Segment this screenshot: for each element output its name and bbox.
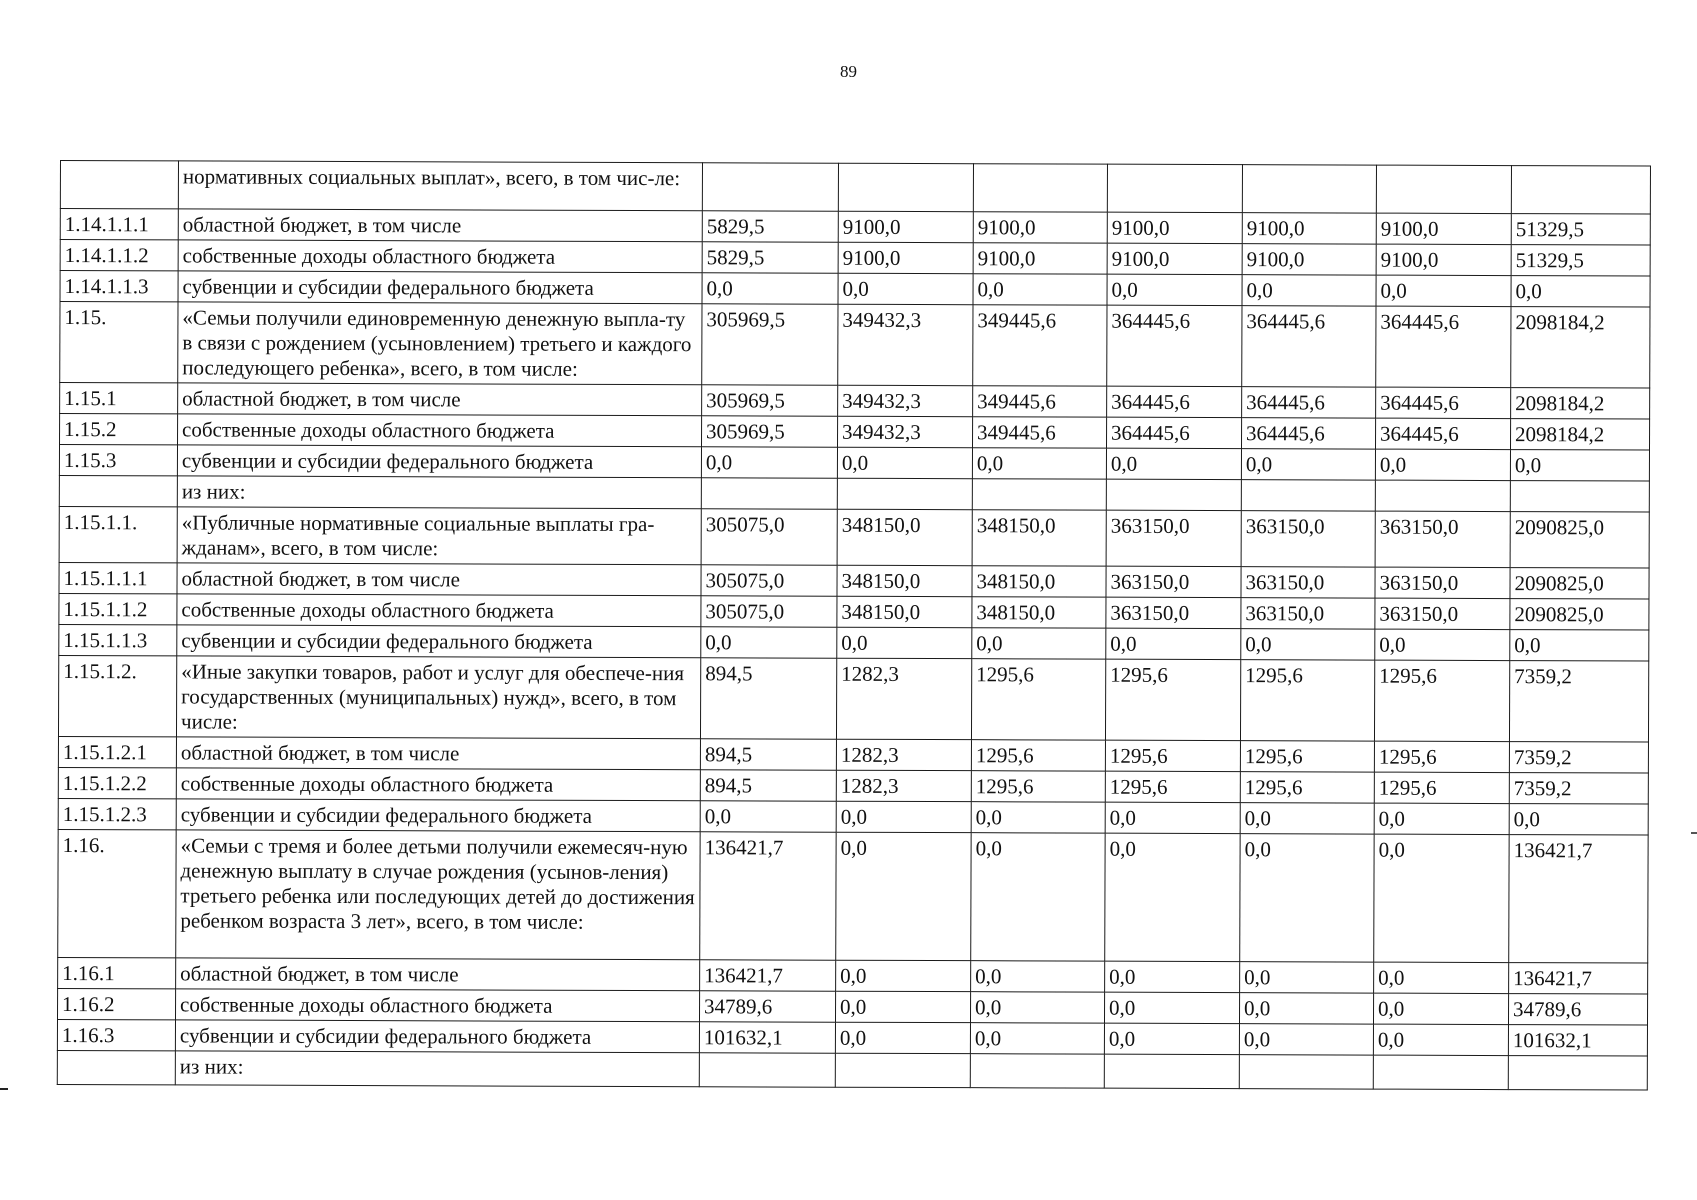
row-value: 1295,6	[1374, 772, 1509, 803]
row-value: 0,0	[1239, 1024, 1373, 1055]
row-value: 9100,0	[1107, 243, 1242, 274]
row-value: 0,0	[973, 274, 1107, 305]
row-value: 0,0	[971, 802, 1105, 833]
row-code: 1.16.1	[58, 957, 176, 988]
row-value	[1508, 1056, 1647, 1090]
row-value: 894,5	[700, 739, 836, 770]
row-code	[60, 161, 178, 209]
row-value: 0,0	[1375, 449, 1510, 480]
scan-edge-mark-right	[1691, 832, 1697, 834]
row-description: собственные доходы областного бюджета	[178, 414, 702, 447]
row-code: 1.16.3	[57, 1019, 175, 1050]
row-value: 305969,5	[702, 304, 838, 385]
row-value: 363150,0	[1375, 567, 1510, 598]
row-value: 5829,5	[702, 211, 838, 242]
row-value: 348150,0	[972, 597, 1106, 628]
row-value	[1375, 480, 1510, 511]
table-row	[57, 1050, 1647, 1090]
row-value: 0,0	[837, 627, 972, 658]
row-value: 363150,0	[1106, 566, 1241, 597]
row-value: 101632,1	[699, 1022, 835, 1053]
row-value: 7359,2	[1509, 661, 1648, 742]
row-value: 2098184,2	[1511, 307, 1650, 388]
row-value: 0,0	[1509, 804, 1648, 835]
row-value: 9100,0	[838, 211, 973, 242]
row-value: 1295,6	[1240, 741, 1374, 772]
row-code: 1.16.2	[57, 988, 175, 1019]
row-value	[1242, 165, 1376, 213]
row-description: из них:	[177, 476, 701, 509]
row-value: 51329,5	[1511, 214, 1650, 245]
row-value: 9100,0	[1242, 213, 1376, 244]
row-value: 1282,3	[836, 658, 971, 739]
row-value: 364445,6	[1107, 417, 1242, 448]
row-value: 9100,0	[838, 242, 973, 273]
row-code: 1.15.	[60, 302, 178, 383]
row-value: 34789,6	[1508, 994, 1647, 1025]
row-value: 0,0	[971, 961, 1105, 992]
row-value: 0,0	[1240, 803, 1374, 834]
row-value: 348150,0	[972, 566, 1106, 597]
row-value: 9100,0	[1376, 244, 1511, 275]
row-value: 0,0	[1241, 629, 1375, 660]
row-value: 349432,3	[838, 416, 973, 447]
row-value: 363150,0	[1106, 510, 1241, 566]
row-value: 51329,5	[1511, 245, 1650, 276]
row-code: 1.15.1.1.3	[59, 624, 177, 655]
row-value: 0,0	[972, 448, 1106, 479]
row-code: 1.14.1.1.3	[60, 271, 178, 302]
row-value	[1511, 166, 1650, 214]
row-value: 0,0	[1376, 275, 1511, 306]
row-value: 0,0	[1374, 803, 1509, 834]
row-value: 0,0	[837, 447, 972, 478]
page-number: 89	[840, 62, 857, 81]
row-value	[1107, 164, 1242, 212]
row-value: 348150,0	[837, 509, 972, 565]
row-value: 349445,6	[973, 305, 1107, 386]
scan-edge-mark	[0, 1088, 8, 1090]
row-code: 1.15.1	[60, 383, 178, 414]
row-value: 0,0	[1106, 628, 1241, 659]
row-code: 1.15.1.2.2	[58, 767, 176, 798]
row-value: 1295,6	[1105, 771, 1240, 802]
row-description: субвенции и субсидии федерального бюджета	[177, 445, 701, 478]
row-value: 348150,0	[837, 596, 972, 627]
row-value: 0,0	[1240, 834, 1374, 962]
row-code	[59, 475, 177, 506]
row-value	[1106, 479, 1241, 510]
row-value: 0,0	[1106, 448, 1241, 479]
row-code: 1.15.1.2.	[58, 655, 176, 736]
row-value: 364445,6	[1376, 306, 1511, 387]
row-value: 2090825,0	[1510, 512, 1649, 568]
row-code: 1.15.1.1.	[59, 506, 177, 562]
row-value: 0,0	[1373, 1024, 1508, 1055]
row-value: 0,0	[1374, 834, 1509, 962]
budget-table	[57, 160, 1651, 1091]
row-value: 136421,7	[1509, 963, 1648, 994]
row-value: 5829,5	[702, 242, 838, 273]
row-code: 1.15.1.1.1	[59, 562, 177, 593]
row-value: 894,5	[700, 658, 836, 739]
row-value: 0,0	[1510, 630, 1649, 661]
row-value: 0,0	[836, 960, 971, 991]
row-value: 364445,6	[1375, 418, 1510, 449]
row-value: 305075,0	[701, 596, 837, 627]
row-value: 0,0	[1242, 275, 1376, 306]
row-description: «Семьи получили единовременную денежную выпла-ту в связи с рождением (усыновлением) третьего и каждого последующего ребенка», всего, в том числе:	[178, 302, 702, 385]
row-value: 9100,0	[973, 243, 1107, 274]
row-description: из них:	[175, 1051, 699, 1087]
row-description: субвенции и субсидии федерального бюджета	[178, 271, 702, 304]
row-value	[970, 1054, 1104, 1088]
row-value	[1241, 480, 1375, 511]
row-value: 363150,0	[1241, 511, 1375, 567]
row-value	[1104, 1054, 1239, 1088]
row-value: 363150,0	[1241, 567, 1375, 598]
row-value: 9100,0	[1107, 212, 1242, 243]
row-description: субвенции и субсидии федерального бюджета	[176, 799, 700, 832]
row-value: 0,0	[1511, 276, 1650, 307]
row-value: 7359,2	[1509, 742, 1648, 773]
row-value: 0,0	[1375, 629, 1510, 660]
row-value: 0,0	[1105, 802, 1240, 833]
row-value: 305075,0	[701, 509, 837, 565]
row-value: 0,0	[970, 992, 1104, 1023]
table-row	[59, 506, 1649, 568]
row-value: 0,0	[1239, 993, 1373, 1024]
row-value	[1373, 1055, 1508, 1089]
row-description: областной бюджет, в том числе	[178, 383, 702, 416]
row-value: 348150,0	[972, 510, 1106, 566]
row-value: 349445,6	[973, 417, 1107, 448]
table-row	[60, 161, 1650, 215]
row-value: 0,0	[700, 801, 836, 832]
row-value: 363150,0	[1375, 511, 1510, 567]
row-value: 0,0	[835, 991, 970, 1022]
row-value: 0,0	[836, 832, 971, 960]
row-value: 1295,6	[1240, 660, 1374, 741]
row-value: 9100,0	[1242, 244, 1376, 275]
row-value: 0,0	[1104, 992, 1239, 1023]
row-description: «Публичные нормативные социальные выплаты гра-жданам», всего, в том числе:	[177, 507, 701, 565]
row-value: 349432,3	[838, 304, 973, 385]
row-value: 2090825,0	[1510, 568, 1649, 599]
row-value: 2090825,0	[1510, 599, 1649, 630]
row-code: 1.15.1.2.1	[58, 736, 176, 767]
row-description: собственные доходы областного бюджета	[177, 594, 701, 627]
row-value: 0,0	[1105, 833, 1240, 961]
row-value: 0,0	[1241, 449, 1375, 480]
row-description: областной бюджет, в том числе	[176, 737, 700, 770]
row-value	[972, 479, 1106, 510]
row-value	[702, 163, 838, 211]
row-value: 349445,6	[973, 386, 1107, 417]
row-value	[1510, 481, 1649, 512]
row-value: 0,0	[836, 801, 971, 832]
row-value: 0,0	[1373, 993, 1508, 1024]
row-description: областной бюджет, в том числе	[178, 209, 702, 242]
row-value	[699, 1053, 835, 1087]
row-value: 0,0	[838, 273, 973, 304]
row-value: 101632,1	[1508, 1025, 1647, 1056]
row-value: 1295,6	[1105, 740, 1240, 771]
row-value: 0,0	[971, 833, 1105, 961]
table-body	[57, 161, 1650, 1091]
table-row	[58, 655, 1648, 742]
row-value: 1295,6	[971, 659, 1105, 740]
row-value: 363150,0	[1375, 598, 1510, 629]
row-code: 1.15.2	[60, 414, 178, 445]
row-description: областной бюджет, в том числе	[176, 958, 700, 991]
row-value: 364445,6	[1241, 418, 1375, 449]
row-value: 1282,3	[836, 770, 971, 801]
row-value: 2098184,2	[1511, 388, 1650, 419]
row-value: 0,0	[1107, 274, 1242, 305]
row-value	[1239, 1055, 1373, 1089]
row-description: субвенции и субсидии федерального бюджета	[177, 625, 701, 658]
row-value: 364445,6	[1376, 387, 1511, 418]
row-value: 1295,6	[971, 771, 1105, 802]
row-description: «Иные закупки товаров, работ и услуг для обеспече-ния государственных (муниципальных) нужд», всего, в том числе:	[176, 656, 700, 739]
row-code: 1.16.	[58, 829, 176, 957]
row-value: 9100,0	[1376, 213, 1511, 244]
row-value: 2098184,2	[1510, 419, 1649, 450]
row-description: «Семьи с тремя и более детьми получили ежемесяч-ную денежную выплату в случае рождения (усынов-ления) третьего ребенка или последующих детей до достижения ребенком возраста 3 лет», всего, в том числе:	[176, 830, 700, 960]
row-code: 1.15.3	[59, 445, 177, 476]
row-value: 1295,6	[1240, 772, 1374, 803]
row-value: 364445,6	[1242, 387, 1376, 418]
row-value: 305969,5	[702, 416, 838, 447]
row-value: 0,0	[1510, 450, 1649, 481]
row-value: 9100,0	[973, 212, 1107, 243]
row-value	[973, 164, 1107, 212]
row-value: 1295,6	[1374, 660, 1509, 741]
row-value: 894,5	[700, 770, 836, 801]
row-value	[701, 478, 837, 509]
row-value: 0,0	[970, 1023, 1104, 1054]
row-value: 0,0	[835, 1022, 970, 1053]
row-value: 1295,6	[1105, 659, 1240, 740]
row-description: собственные доходы областного бюджета	[176, 768, 700, 801]
row-value: 349432,3	[838, 385, 973, 416]
row-value: 364445,6	[1107, 386, 1242, 417]
row-value: 348150,0	[837, 565, 972, 596]
table-row	[60, 302, 1650, 389]
row-value: 0,0	[701, 627, 837, 658]
row-value: 0,0	[1104, 1023, 1239, 1054]
table-row	[58, 829, 1648, 963]
row-code: 1.14.1.1.2	[60, 240, 178, 271]
row-value: 136421,7	[700, 832, 836, 960]
row-value	[835, 1053, 970, 1087]
row-value: 1295,6	[1374, 741, 1509, 772]
row-value: 7359,2	[1509, 773, 1648, 804]
row-value: 136421,7	[1509, 835, 1648, 963]
row-description: собственные доходы областного бюджета	[175, 989, 699, 1022]
row-value: 363150,0	[1106, 597, 1241, 628]
row-code	[57, 1050, 175, 1084]
row-value: 0,0	[702, 273, 838, 304]
row-code: 1.15.1.1.2	[59, 593, 177, 624]
row-value	[838, 163, 973, 211]
row-value: 1282,3	[836, 739, 971, 770]
row-value: 305969,5	[702, 385, 838, 416]
row-description: субвенции и субсидии федерального бюджета	[175, 1020, 699, 1053]
row-description: нормативных социальных выплат», всего, в том чис-ле:	[178, 161, 702, 211]
row-description: собственные доходы областного бюджета	[178, 240, 702, 273]
row-value: 1295,6	[971, 740, 1105, 771]
row-code: 1.15.1.2.3	[58, 798, 176, 829]
row-code: 1.14.1.1.1	[60, 209, 178, 240]
row-value: 305075,0	[701, 565, 837, 596]
row-value: 0,0	[1105, 961, 1240, 992]
row-value: 363150,0	[1241, 598, 1375, 629]
row-value	[1376, 165, 1511, 213]
row-value: 34789,6	[699, 991, 835, 1022]
row-value: 364445,6	[1242, 306, 1376, 387]
row-value: 0,0	[972, 628, 1106, 659]
row-description: областной бюджет, в том числе	[177, 563, 701, 596]
row-value: 364445,6	[1107, 305, 1242, 386]
row-value: 0,0	[1240, 962, 1374, 993]
row-value: 0,0	[701, 447, 837, 478]
row-value: 0,0	[1374, 962, 1509, 993]
row-value	[837, 478, 972, 509]
row-value: 136421,7	[700, 960, 836, 991]
